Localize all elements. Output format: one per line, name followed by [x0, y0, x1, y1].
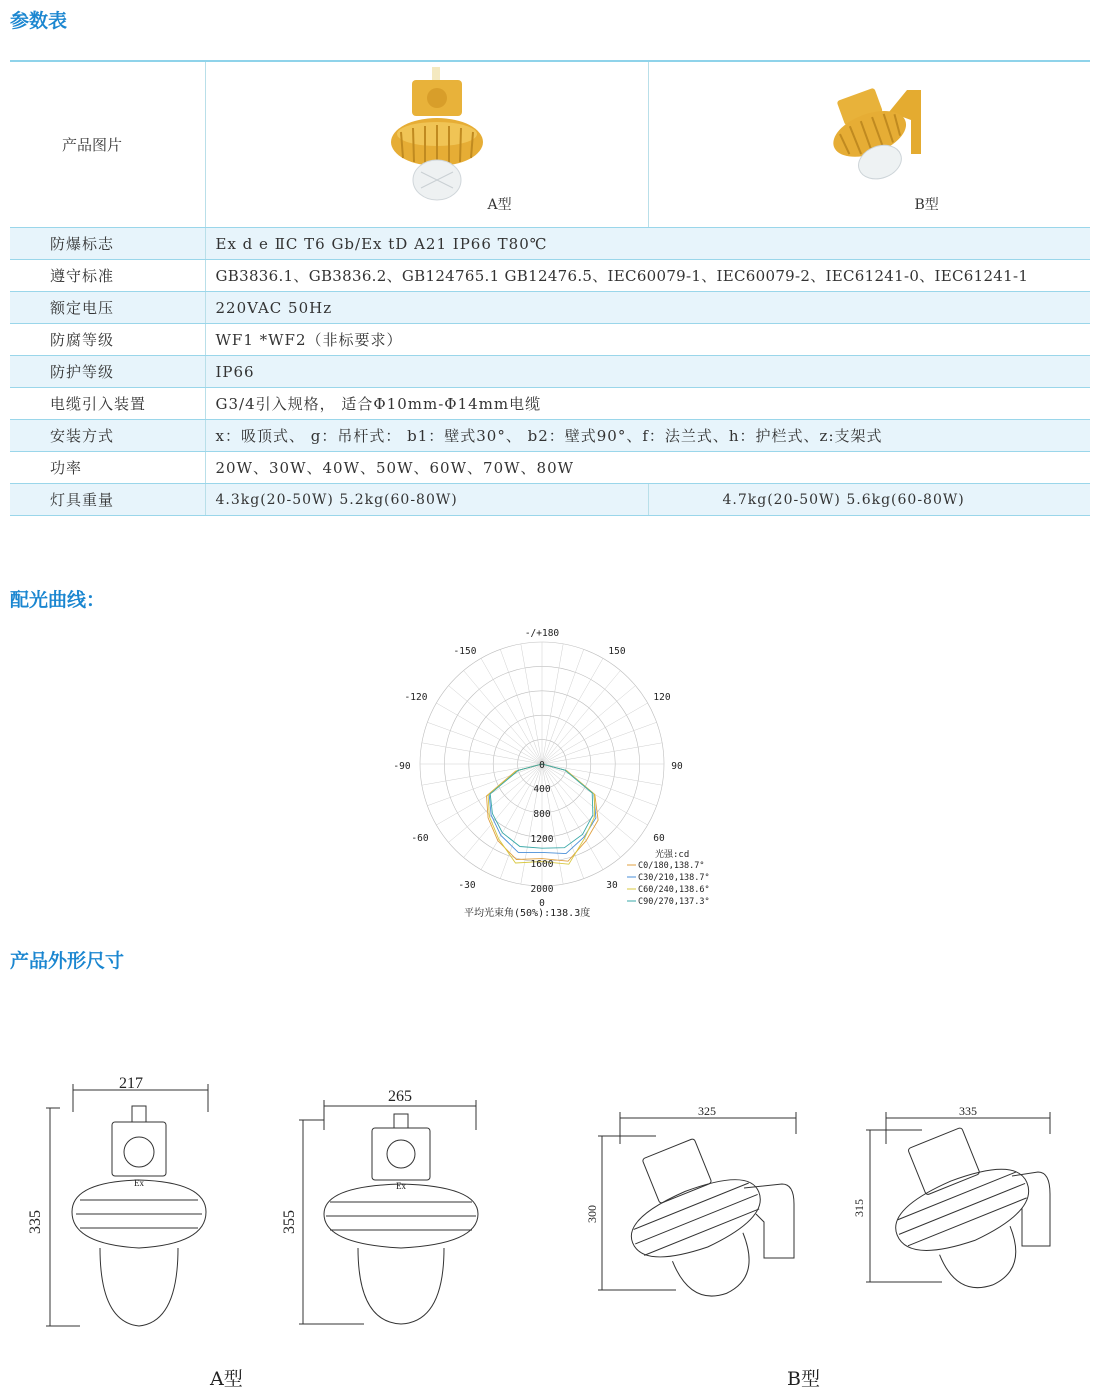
- angle-label-180: -/+180: [524, 628, 560, 639]
- table-row: [10, 260, 1090, 292]
- type-b-caption: B型: [914, 197, 939, 213]
- weight-b-value: 4.7kg(20-50W) 5.6kg(60-80W): [648, 484, 1090, 516]
- light-distribution-chart: [380, 618, 740, 923]
- weight-a-value: 4.3kg(20-50W) 5.2kg(60-80W): [205, 484, 648, 516]
- ex-mark: Ex: [396, 1181, 406, 1191]
- weight-row: [10, 484, 1090, 516]
- drawing-a2: [281, 1086, 494, 1344]
- unit-label: 光强:cd: [655, 850, 690, 860]
- product-image-b-cell: [648, 61, 1090, 228]
- table-row: [10, 292, 1090, 324]
- angle-label-neg60: -60: [411, 833, 429, 844]
- legend-entry: C30/210,138.7°: [638, 873, 710, 883]
- row-label: 防护等级: [10, 356, 205, 388]
- drawing-a1: [20, 1072, 230, 1330]
- radial-label: 1200: [530, 834, 554, 845]
- height-dimension: 315: [852, 1199, 866, 1217]
- table-row: [10, 388, 1090, 420]
- table-row: [10, 324, 1090, 356]
- product-image-label: 产品图片: [10, 61, 205, 228]
- width-dimension: 217: [119, 1075, 143, 1092]
- height-dimension: 335: [27, 1210, 44, 1234]
- height-dimension: 300: [585, 1205, 599, 1223]
- angle-label-90: 90: [671, 761, 683, 772]
- row-value: WF1 *WF2（非标要求）: [205, 324, 1090, 356]
- drawing-b2: [852, 1104, 1072, 1304]
- angle-label-neg30: -30: [458, 880, 476, 891]
- type-a-label: A型: [210, 1368, 243, 1390]
- row-value: x：吸顶式、 g：吊杆式： b1：壁式30°、 b2：壁式90°、f：法兰式、h：护栏式、z:支架式: [205, 420, 1090, 452]
- radial-label: 1600: [530, 859, 554, 870]
- lamp-b-photo: [649, 62, 1089, 223]
- angle-label-0: 0: [539, 898, 545, 909]
- params-section-title: 参数表: [10, 10, 68, 32]
- row-label: 额定电压: [10, 292, 205, 324]
- row-label: 安装方式: [10, 420, 205, 452]
- light-curve-section-title: 配光曲线：: [10, 589, 106, 611]
- angle-label-60: 60: [653, 833, 665, 844]
- product-image-row: [10, 61, 1090, 228]
- legend-entry: C90/270,137.3°: [638, 897, 710, 907]
- row-value: GB3836.1、GB3836.2、GB124765.1 GB12476.5、IEC60079-1、IEC60079-2、IEC61241-0、IEC61241-1: [205, 260, 1090, 292]
- table-row: [10, 452, 1090, 484]
- drawing-b1: [586, 1104, 806, 1304]
- row-label: 电缆引入装置: [10, 388, 205, 420]
- radial-label: 400: [533, 784, 551, 795]
- row-value: 220VAC 50Hz: [205, 292, 1090, 324]
- radial-label: 800: [533, 809, 551, 820]
- type-a-caption: A型: [487, 197, 512, 213]
- product-image-a-cell: [205, 61, 648, 228]
- table-row: [10, 356, 1090, 388]
- angle-label-neg90: -90: [393, 761, 411, 772]
- row-value: IP66: [205, 356, 1090, 388]
- row-label: 功率: [10, 452, 205, 484]
- ex-mark: Ex: [134, 1178, 144, 1188]
- center-label: 0: [539, 760, 545, 771]
- angle-label-30: 30: [606, 880, 618, 891]
- radial-label: 2000: [530, 884, 554, 895]
- dimensions-section-title: 产品外形尺寸: [10, 950, 125, 972]
- lamp-a-photo: [206, 62, 648, 223]
- row-value: Ex d e ⅡC T6 Gb/Ex tD A21 IP66 T80℃: [205, 228, 1090, 260]
- table-row: [10, 420, 1090, 452]
- row-value: 20W、30W、40W、50W、60W、70W、80W: [205, 452, 1090, 484]
- angle-label-150: 150: [608, 646, 626, 657]
- beam-angle-footer: 平均光束角(50%):138.3度: [464, 908, 591, 919]
- row-label: 防爆标志: [10, 228, 205, 260]
- legend-entry: C60/240,138.6°: [638, 885, 710, 895]
- width-dimension: 335: [959, 1104, 977, 1118]
- row-label: 遵守标准: [10, 260, 205, 292]
- table-row: [10, 228, 1090, 260]
- row-value: G3/4引入规格， 适合Φ10mm-Φ14mm电缆: [205, 388, 1090, 420]
- angle-label-neg150: -150: [453, 646, 477, 657]
- chart-legend: [627, 861, 710, 907]
- angle-label-120: 120: [653, 692, 671, 703]
- width-dimension: 325: [698, 1104, 716, 1118]
- width-dimension: 265: [388, 1088, 412, 1105]
- type-b-label: B型: [787, 1368, 820, 1390]
- height-dimension: 355: [281, 1210, 298, 1234]
- legend-entry: C0/180,138.7°: [638, 861, 705, 871]
- weight-label: 灯具重量: [10, 484, 205, 516]
- angle-label-neg120: -120: [404, 692, 428, 703]
- parameter-table: [10, 60, 1090, 516]
- row-label: 防腐等级: [10, 324, 205, 356]
